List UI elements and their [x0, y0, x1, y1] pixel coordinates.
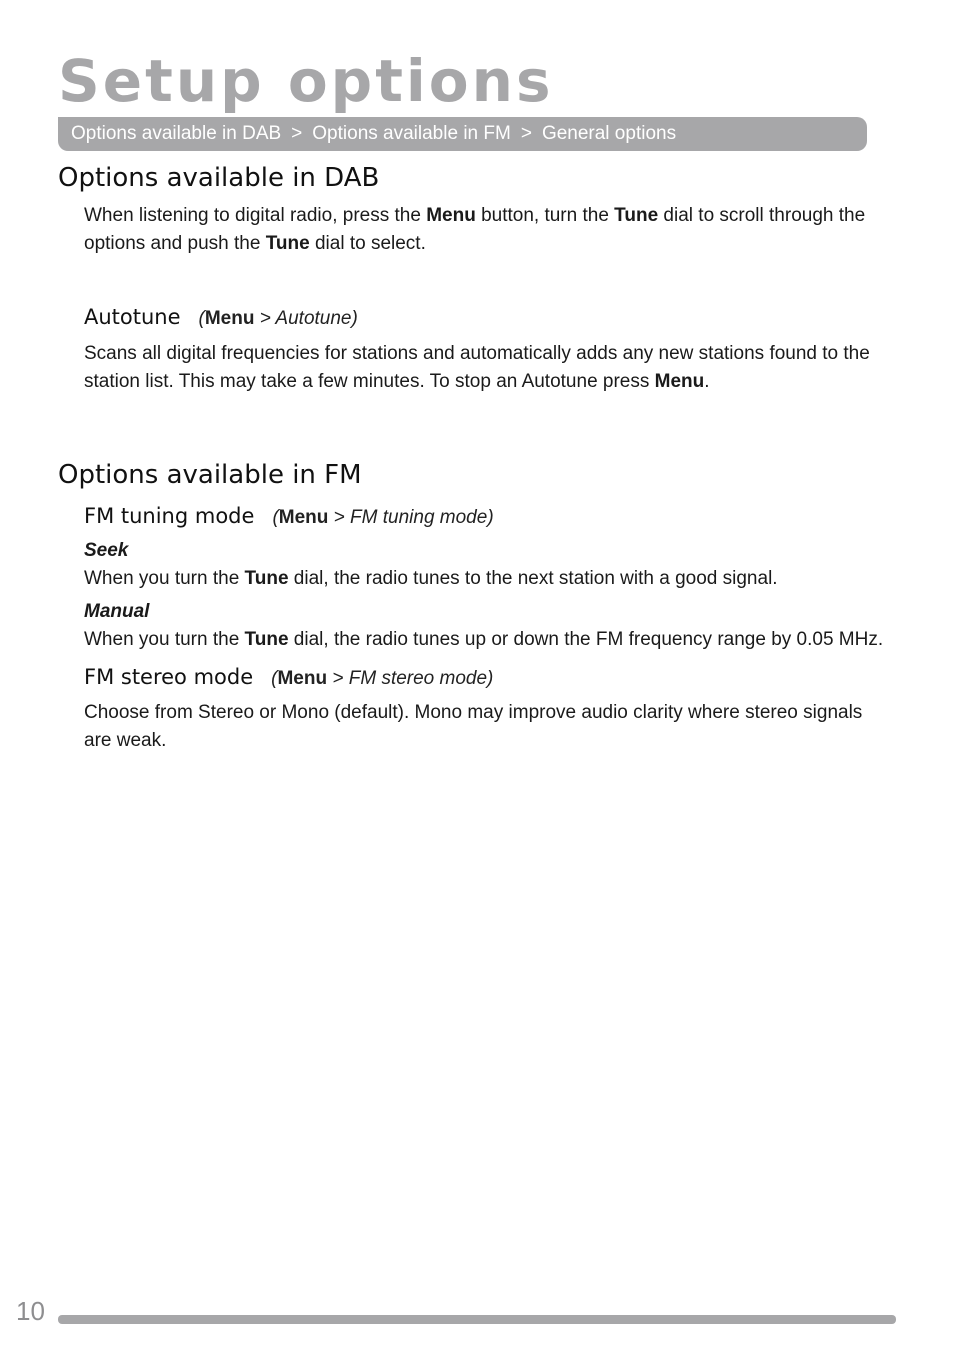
- breadcrumb-general[interactable]: General options: [541, 123, 677, 144]
- page-title: Setup options: [58, 47, 554, 115]
- breadcrumb-separator: >: [291, 123, 303, 144]
- seek-description: When you turn the Tune dial, the radio tunes to the next station with a good signal.: [84, 568, 778, 589]
- breadcrumb-fm[interactable]: Options available in FM: [312, 123, 511, 144]
- breadcrumb: [58, 117, 867, 151]
- fm-stereo-menu-path: (Menu > FM stereo mode): [271, 668, 494, 689]
- breadcrumb-separator: >: [520, 123, 532, 144]
- fm-tuning-subheading: [84, 504, 494, 530]
- seek-label: Seek: [84, 540, 129, 561]
- autotune-menu-path: (Menu > Autotune): [198, 308, 358, 329]
- manual-label: Manual: [84, 601, 150, 622]
- page-number: 10: [16, 1296, 45, 1326]
- dab-intro: When listening to digital radio, press the Menu button, turn the Tune dial to scroll through the options and push the Tune dial to select.: [84, 205, 866, 254]
- fm-tuning-menu-path: (Menu > FM tuning mode): [272, 507, 494, 528]
- autotune-description: Scans all digital frequencies for stations and automatically adds any new stations found to the station list. This may take a few minutes. To stop an Autotune press Menu.: [84, 343, 870, 392]
- fm-stereo-description: Choose from Stereo or Mono (default). Mono may improve audio clarity where stereo signals are weak.: [84, 702, 863, 751]
- footer-bar: [58, 1315, 896, 1324]
- autotune-title: Autotune: [84, 305, 181, 329]
- manual-description: When you turn the Tune dial, the radio tunes up or down the FM frequency range by 0.05 MHz.: [84, 629, 884, 650]
- fm-stereo-title: FM stereo mode: [84, 665, 254, 689]
- dab-heading: Options available in DAB: [58, 163, 380, 193]
- fm-stereo-subheading: [84, 665, 493, 691]
- fm-heading: Options available in FM: [58, 460, 362, 490]
- breadcrumb-dab[interactable]: Options available in DAB: [71, 123, 282, 144]
- autotune-subheading: [84, 305, 358, 331]
- fm-tuning-title: FM tuning mode: [84, 504, 255, 528]
